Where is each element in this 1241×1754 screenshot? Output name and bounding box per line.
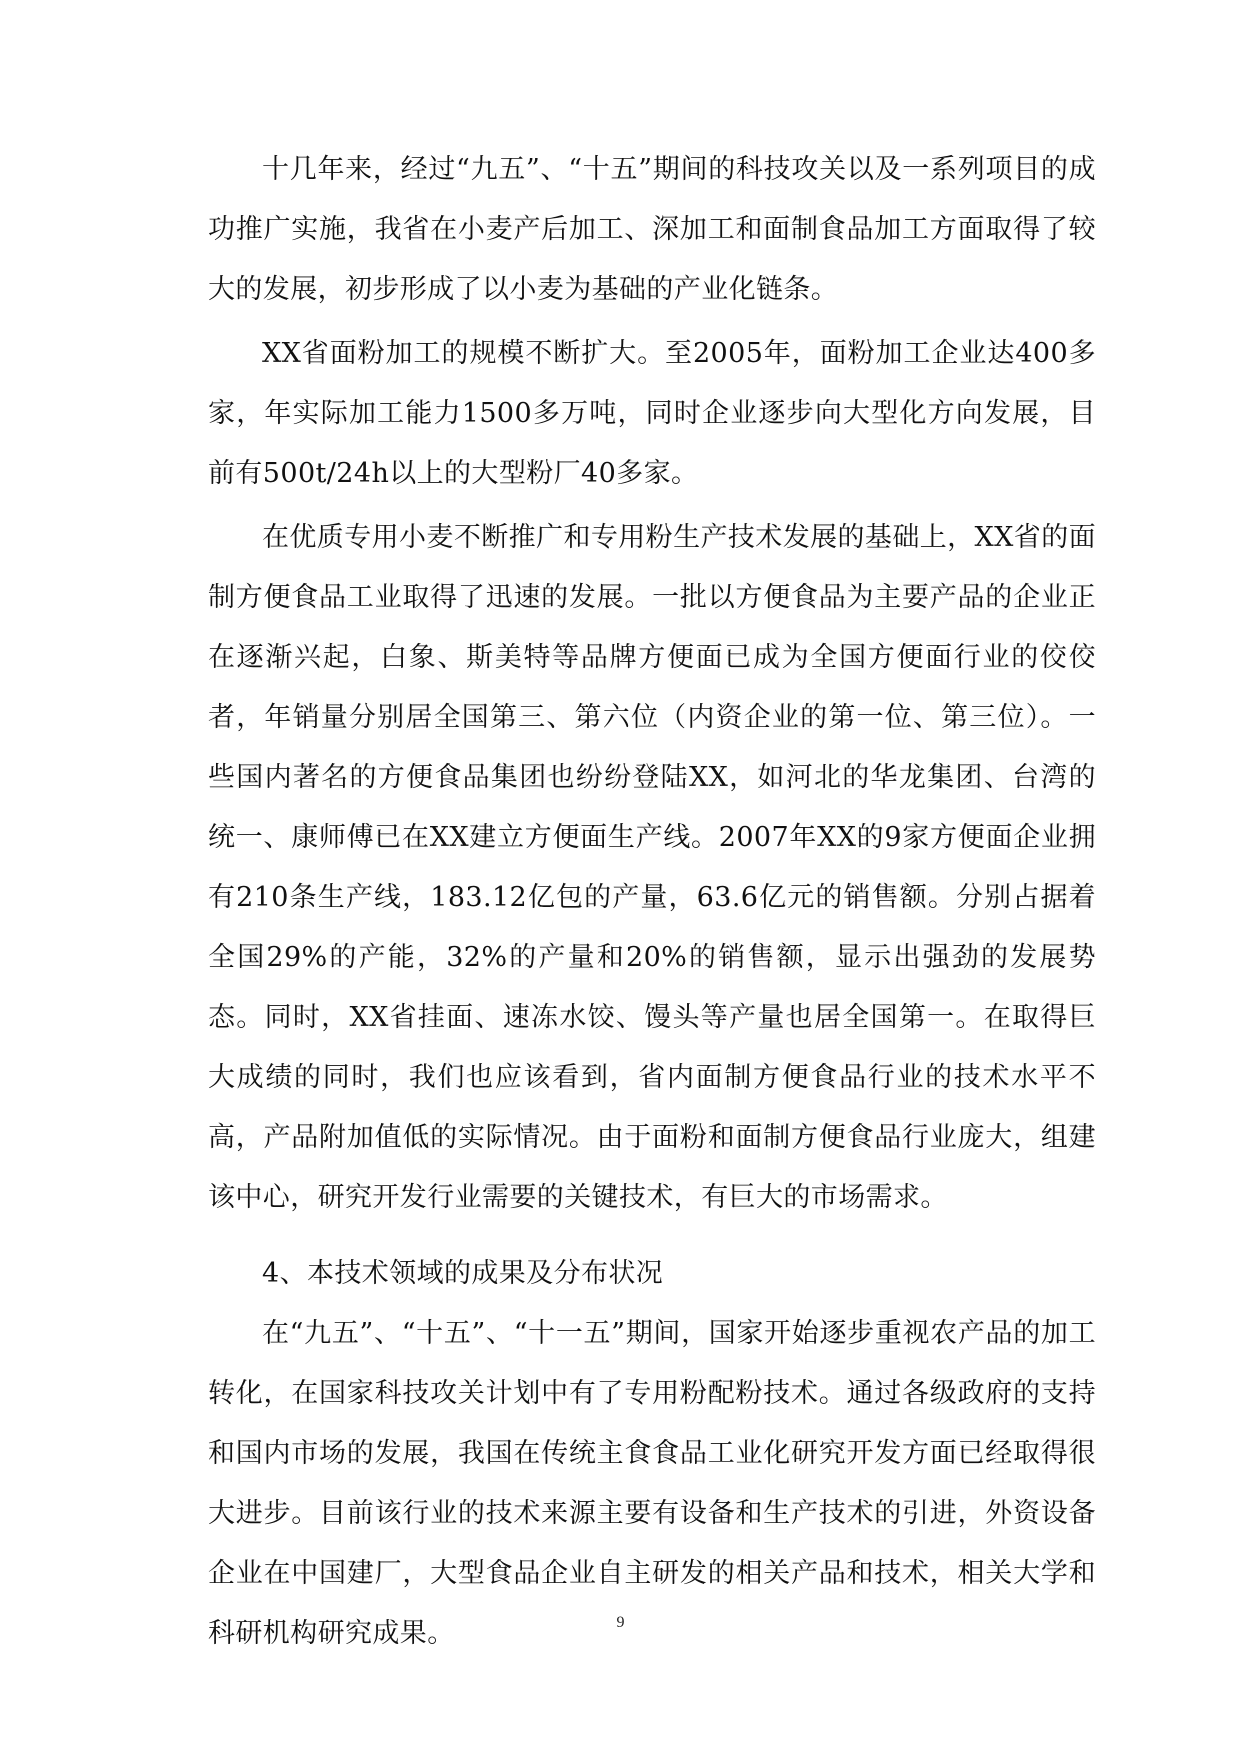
document-body — [208, 140, 1096, 1664]
page-number: 9 — [616, 1614, 625, 1631]
paragraph-convenience-food: 在优质专用小麦不断推广和专用粉生产技术发展的基础上，XX省的面制方便食品工业取得了迅速的发展。一批以方便食品为主要产品的企业正在逐渐兴起，白象、斯美特等品牌方便面已成为全国方便面行业的佼佼者，年销量分别居全国第三、第六位（内资企业的第一位、第三位）。一些国内著名的方便食品集团也纷纷登陆XX，如河北的华龙集团、台湾的统一、康师傅已在XX建立方便面生产线。2007年XX的9家方便面企业拥有210条生产线，183.12亿包的产量，63.6亿元的销售额。分别占据着全国29%的产能，32%的产量和20%的销售额，显示出强劲的发展势态。同时，XX省挂面、速冻水饺、馒头等产量也居全国第一。在取得巨大成绩的同时，我们也应该看到，省内面制方便食品行业的技术水平不高，产品附加值低的实际情况。由于面粉和面制方便食品行业庞大，组建该中心，研究开发行业需要的关键技术，有巨大的市场需求。 — [208, 522, 1096, 1213]
paragraph-technology-sources: 在“九五”、“十五”、“十一五”期间，国家开始逐步重视农产品的加工转化，在国家科技攻关计划中有了专用粉配粉技术。通过各级政府的支持和国内市场的发展，我国在传统主食食品工业化研究开发方面已经取得很大进步。目前该行业的技术来源主要有设备和生产技术的引进，外资设备企业在中国建厂，大型食品企业自主研发的相关产品和技术，相关大学和科研机构研究成果。 — [208, 1318, 1096, 1649]
paragraph-flour-processing: XX省面粉加工的规模不断扩大。至2005年，面粉加工企业达400多家，年实际加工能力1500多万吨，同时企业逐步向大型化方向发展，目前有500t/24h以上的大型粉厂40多家。 — [208, 338, 1096, 489]
section-heading-achievements: 4、本技术领域的成果及分布状况 — [262, 1258, 664, 1289]
paragraph-industry-development: 十几年来，经过“九五”、“十五”期间的科技攻关以及一系列项目的成功推广实施，我省在小麦产后加工、深加工和面制食品加工方面取得了较大的发展，初步形成了以小麦为基础的产业化链条。 — [208, 154, 1096, 305]
